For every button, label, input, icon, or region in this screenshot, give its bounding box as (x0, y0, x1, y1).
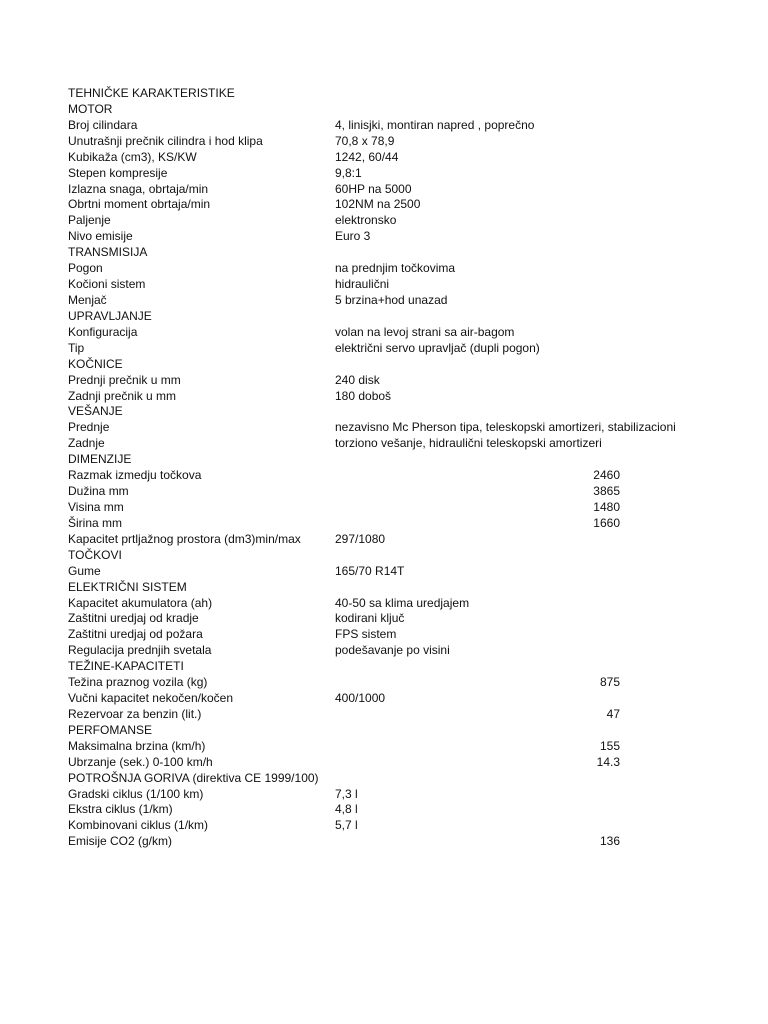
spec-label: Težina praznog vozila (kg) (68, 675, 208, 690)
spec-value: torziono vešanje, hidraulični teleskopski amortizeri (335, 436, 602, 451)
spec-label: Visina mm (68, 499, 124, 514)
spec-label: Širina mm (68, 515, 123, 530)
section-heading: POTROŠNJA GORIVA (direktiva CE 1999/100) (68, 770, 319, 785)
spec-label: Obrtni moment obrtaja/min (68, 197, 211, 212)
spec-label: Kočioni sistem (68, 277, 146, 292)
spec-value: 297/1080 (335, 531, 386, 546)
spec-number-value: 136 (599, 834, 620, 849)
spec-value: 180 doboš (335, 388, 392, 403)
spec-number-value: 47 (606, 706, 620, 721)
section-heading-row (0, 309, 768, 325)
section-heading: KOČNICE (68, 356, 123, 371)
spec-value: električni servo upravljač (dupli pogon) (335, 340, 540, 355)
spec-row (0, 691, 768, 707)
spec-label: Kapacitet akumulatora (ah) (68, 595, 213, 610)
spec-row (0, 436, 768, 452)
spec-value: Euro 3 (335, 229, 371, 244)
spec-row (0, 277, 768, 293)
spec-number-value: 14.3 (596, 754, 620, 769)
spec-row (0, 739, 768, 755)
spec-label: Paljenje (68, 213, 111, 228)
spec-value: podešavanje po visini (335, 643, 450, 658)
spec-label: Zaštitni uredjaj od požara (68, 627, 203, 642)
spec-row (0, 341, 768, 357)
spec-value: elektronsko (335, 213, 397, 228)
spec-label: Izlazna snaga, obrtaja/min (68, 181, 209, 196)
spec-row (0, 468, 768, 484)
spec-value: 60HP na 5000 (335, 181, 412, 196)
spec-value: FPS sistem (335, 627, 397, 642)
spec-row (0, 516, 768, 532)
spec-row (0, 420, 768, 436)
spec-number-value: 2460 (593, 468, 620, 483)
spec-label: Maksimalna brzina (km/h) (68, 738, 206, 753)
spec-value: 165/70 R14T (335, 563, 405, 578)
spec-row (0, 484, 768, 500)
spec-row (0, 627, 768, 643)
spec-row (0, 787, 768, 803)
spec-label: Prednji prečnik u mm (68, 372, 181, 387)
spec-label: Zaštitni uredjaj od kradje (68, 611, 199, 626)
spec-label: Vučni kapacitet nekočen/kočen (68, 691, 233, 706)
spec-row (0, 596, 768, 612)
section-heading: ELEKTRIČNI SISTEM (68, 579, 187, 594)
spec-value: 7,3 l (335, 786, 358, 801)
spec-label: Konfiguracija (68, 324, 138, 339)
spec-row (0, 707, 768, 723)
section-heading: VEŠANJE (68, 404, 123, 419)
section-heading-row (0, 357, 768, 373)
spec-value: hidraulični (335, 277, 390, 292)
spec-row (0, 166, 768, 182)
spec-row (0, 197, 768, 213)
spec-rows (0, 102, 768, 850)
section-heading: TEŽINE-KAPACITETI (68, 659, 184, 674)
spec-label: Ekstra ciklus (1/km) (68, 802, 173, 817)
spec-row (0, 802, 768, 818)
section-heading: DIMENZIJE (68, 452, 132, 467)
spec-label: Razmak izmedju točkova (68, 468, 202, 483)
spec-value: 9,8:1 (335, 165, 362, 180)
spec-row (0, 675, 768, 691)
spec-row (0, 182, 768, 198)
spec-label: Dužina mm (68, 484, 129, 499)
spec-label: Unutrašnji prečnik cilindra i hod klipa (68, 133, 263, 148)
section-heading-row (0, 404, 768, 420)
section-heading: PERFOMANSE (68, 722, 153, 737)
section-heading-row (0, 102, 768, 118)
spec-row (0, 325, 768, 341)
spec-label: Kapacitet prtljažnog prostora (dm3)min/max (68, 531, 301, 546)
spec-row (0, 293, 768, 309)
spec-number-value: 155 (599, 738, 620, 753)
spec-value: volan na levoj strani sa air-bagom (335, 324, 515, 339)
spec-value: 4, linisjki, montiran napred , poprečno (335, 117, 535, 132)
spec-label: Gume (68, 563, 101, 578)
sheet-title-row (0, 86, 768, 102)
section-heading-row (0, 723, 768, 739)
spec-label: Kombinovani ciklus (1/km) (68, 818, 209, 833)
spec-label: Menjač (68, 292, 107, 307)
spec-label: Broj cilindara (68, 117, 138, 132)
spec-row (0, 134, 768, 150)
spec-value: 240 disk (335, 372, 380, 387)
spec-row (0, 261, 768, 277)
spec-value: 5,7 l (335, 818, 358, 833)
section-heading-row (0, 452, 768, 468)
spec-label: Ubrzanje (sek.) 0-100 km/h (68, 754, 213, 769)
spec-label: Regulacija prednjih svetala (68, 643, 212, 658)
spec-value: 5 brzina+hod unazad (335, 292, 448, 307)
spec-number-value: 1660 (593, 515, 620, 530)
section-heading-row (0, 548, 768, 564)
spec-row (0, 229, 768, 245)
spec-label: Gradski ciklus (1/100 km) (68, 786, 204, 801)
spec-row (0, 643, 768, 659)
spec-value: 70,8 x 78,9 (335, 133, 395, 148)
spec-number-value: 1480 (593, 499, 620, 514)
spec-sheet (0, 86, 768, 850)
section-heading-row (0, 659, 768, 675)
section-heading: TRANSMISIJA (68, 245, 148, 260)
spec-label: Stepen kompresije (68, 165, 168, 180)
spec-row (0, 755, 768, 771)
spec-label: Tip (68, 340, 85, 355)
spec-label: Zadnje (68, 436, 105, 451)
spec-label: Zadnji prečnik u mm (68, 388, 177, 403)
spec-label: Prednje (68, 420, 110, 435)
spec-row (0, 213, 768, 229)
section-heading-row (0, 580, 768, 596)
section-heading-row (0, 771, 768, 787)
section-heading: TOČKOVI (68, 547, 122, 562)
spec-row (0, 818, 768, 834)
spec-number-value: 3865 (593, 484, 620, 499)
spec-row (0, 532, 768, 548)
spec-value: 4,8 l (335, 802, 358, 817)
spec-row (0, 834, 768, 850)
section-heading: MOTOR (68, 101, 113, 116)
spec-row (0, 564, 768, 580)
spec-row (0, 373, 768, 389)
spec-number-value: 875 (599, 675, 620, 690)
spec-value: nezavisno Mc Pherson tipa, teleskopski amortizeri, stabilizacioni (335, 420, 676, 435)
sheet-title: TEHNIČKE KARAKTERISTIKE (68, 86, 235, 100)
spec-row (0, 389, 768, 405)
spec-row (0, 611, 768, 627)
spec-label: Nivo emisije (68, 229, 133, 244)
spec-row (0, 118, 768, 134)
spec-value: 1242, 60/44 (335, 149, 399, 164)
spec-label: Kubikaža (cm3), KS/KW (68, 149, 197, 164)
spec-row (0, 150, 768, 166)
section-heading-row (0, 245, 768, 261)
spec-label: Emisije CO2 (g/km) (68, 834, 173, 849)
spec-label: Rezervoar za benzin (lit.) (68, 706, 202, 721)
spec-value: kodirani ključ (335, 611, 405, 626)
section-heading: UPRAVLJANJE (68, 308, 152, 323)
spec-label: Pogon (68, 261, 103, 276)
spec-value: 400/1000 (335, 691, 386, 706)
spec-value: na prednjim točkovima (335, 261, 456, 276)
spec-value: 40-50 sa klima uredjajem (335, 595, 470, 610)
spec-value: 102NM na 2500 (335, 197, 421, 212)
spec-row (0, 500, 768, 516)
